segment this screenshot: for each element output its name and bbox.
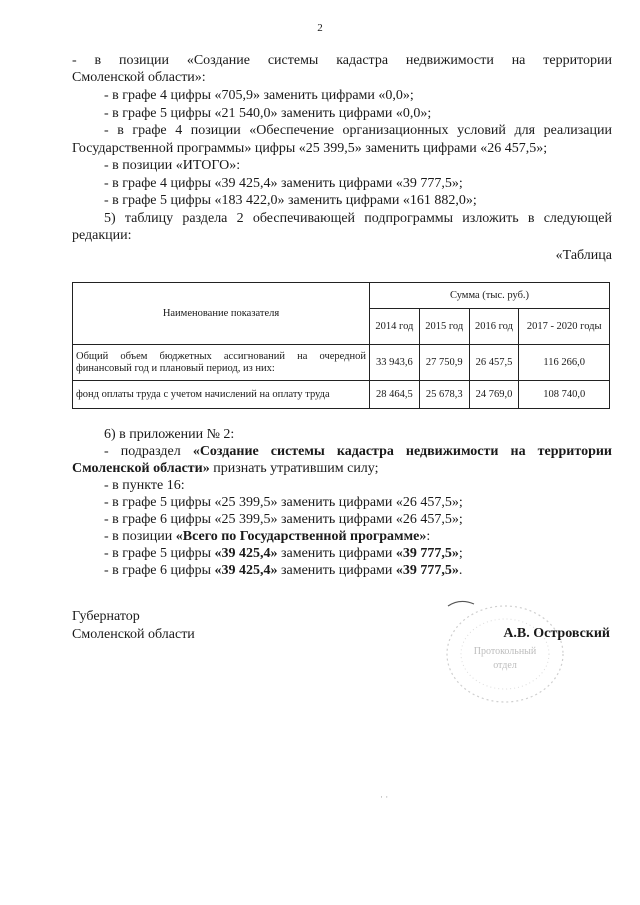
text-span: - в графе 5 цифры (104, 546, 215, 561)
text-span-bold: «39 425,4» (214, 563, 278, 578)
table-cell: 33 943,6 (370, 345, 420, 381)
text-span-bold: «39 777,5» (395, 563, 459, 578)
text-line: - в графе 5 цифры «183 422,0» заменить цифрами «161 882,0»; (104, 193, 477, 208)
table-cell-label: фонд оплаты труда с учетом начислений на оплату труда (73, 381, 370, 409)
signature-title (72, 608, 195, 644)
table-cell: 25 678,3 (419, 381, 469, 409)
text-line (104, 443, 612, 460)
text-span-bold: «Создание системы кадастра недвижимости на территории (192, 444, 612, 459)
text-line: - в графе 4 позиции «Обеспечение организационных условий для реализации (104, 123, 612, 138)
text-line: - в графе 6 цифры «25 399,5» заменить цифрами «26 457,5»; (104, 512, 463, 527)
table-cell: 27 750,9 (419, 345, 469, 381)
text-span: заменить цифрами (277, 563, 396, 578)
text-span: - подраздел (104, 444, 193, 459)
table-caption: «Таблица (555, 248, 612, 263)
table-cell: 26 457,5 (469, 345, 519, 381)
table-header-sum: Сумма (тыс. руб.) (370, 283, 610, 309)
text-span: . (458, 563, 463, 578)
table-header-year: 2015 год (419, 309, 469, 345)
text-span: ; (458, 546, 463, 561)
table-header-year: 2014 год (370, 309, 420, 345)
budget-table (72, 282, 610, 409)
stamp-text: Протокольный (473, 646, 537, 657)
text-span: - в графе 6 цифры (104, 563, 215, 578)
text-line: - в графе 5 цифры «21 540,0» заменить цифрами «0,0»; (104, 106, 432, 121)
table-row (73, 345, 610, 381)
table-header-year: 2016 год (469, 309, 519, 345)
table-cell: 116 266,0 (519, 345, 610, 381)
text-line: Государственной программы» цифры «25 399,5» заменить цифрами «26 457,5»; (72, 141, 548, 156)
scan-mark: · · (380, 792, 389, 802)
table-header-year: 2017 - 2020 годы (519, 309, 610, 345)
table-header-name: Наименование показателя (73, 283, 370, 345)
text-line: - в графе 5 цифры «25 399,5» заменить цифрами «26 457,5»; (104, 495, 463, 510)
page-number: 2 (317, 22, 323, 34)
signature-title-line: Смоленской области (72, 627, 195, 642)
text-line: - в позиции «Создание системы кадастра недвижимости на территории (72, 53, 612, 68)
signature-name: А.В. Островский (503, 626, 610, 641)
table-cell-label: Общий объем бюджетных ассигнований на очередной финансовый год и плановый период, из них: (73, 345, 370, 381)
text-span: - в позиции (104, 529, 176, 544)
text-span-bold: «Всего по Государственной программе» (175, 529, 427, 544)
text-span-bold: «39 777,5» (395, 546, 459, 561)
text-span: заменить цифрами (277, 546, 396, 561)
text-line (104, 562, 640, 579)
signature-title-line: Губернатор (72, 609, 140, 624)
text-span: признать утратившим силу; (209, 461, 379, 476)
table-row (73, 381, 610, 409)
stamp-text: отдел (493, 660, 517, 671)
table-cell: 24 769,0 (469, 381, 519, 409)
text-line: - в пункте 16: (104, 478, 185, 493)
official-stamp (440, 598, 570, 708)
text-span: : (426, 529, 431, 544)
text-line (104, 545, 640, 562)
text-line: - в графе 4 цифры «39 425,4» заменить цифрами «39 777,5»; (104, 176, 463, 191)
text-line: - в графе 4 цифры «705,9» заменить цифрами «0,0»; (104, 88, 414, 103)
text-line: редакции: (72, 228, 132, 243)
table-cell: 108 740,0 (519, 381, 610, 409)
text-line: Смоленской области»: (72, 70, 206, 85)
text-line (104, 528, 640, 545)
text-line: - в позиции «ИТОГО»: (104, 158, 241, 173)
text-line (72, 460, 612, 477)
text-line: 5) таблицу раздела 2 обеспечивающей подпрограммы изложить в следующей (104, 211, 612, 226)
text-span-bold: Смоленской области» (72, 461, 210, 476)
text-span-bold: «39 425,4» (214, 546, 278, 561)
text-line: 6) в приложении № 2: (104, 427, 235, 442)
table-cell: 28 464,5 (370, 381, 420, 409)
